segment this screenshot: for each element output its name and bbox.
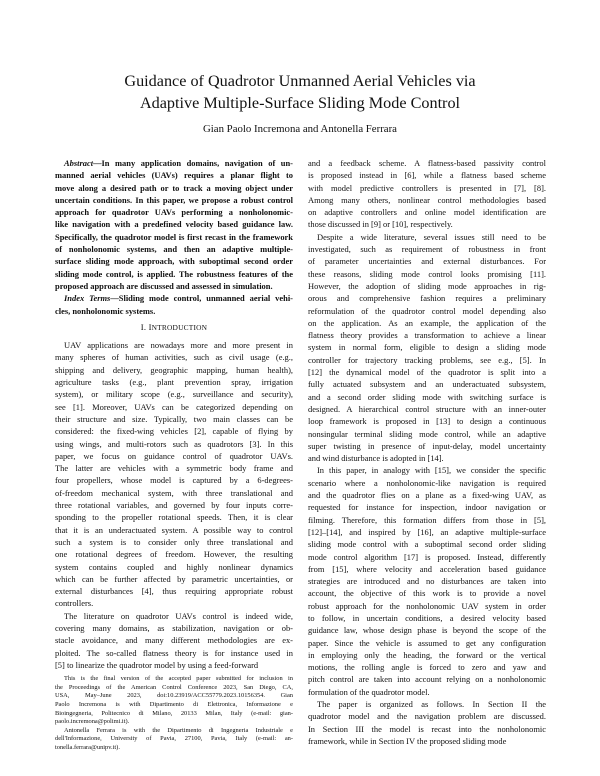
text-line: see [1]. Moreover, UAVs can be categorized depending on (55, 401, 293, 412)
text-line: that it is an underactuated system. A possible way to control (55, 524, 293, 535)
text-line: in employing only the heading, the forward or the vertical (308, 649, 546, 660)
footnote-paragraph-2 (55, 727, 293, 753)
text-line: stacle avoidance, and many different methodologies are ex- (55, 635, 293, 646)
text-line: which can be further affected by parametric uncertainties, or (55, 573, 293, 584)
text-line: system contains coupled and highly nonlinear dynamics (55, 561, 293, 572)
section-number: I. (140, 321, 147, 332)
footnote (55, 675, 293, 752)
text-line: account, the objective of this work is to provide a novel (308, 588, 546, 599)
text-line: their structure and size. Typically, two main classes can be (55, 413, 293, 424)
text-line: requested for instance for inspection, indoor navigation or (308, 502, 546, 513)
abstract-line: uncertain conditions. In this paper, we propose a robust control (55, 194, 293, 205)
footnote-paragraph-1 (55, 675, 293, 727)
footnote-line: This is the final version of the accepted paper submitted for inclusion in (64, 675, 293, 683)
text-line: controllers. (55, 598, 94, 609)
text-line: on adaptive controllers and online model identification are (308, 207, 546, 218)
text-line: The latter are vehicles with a symmetric body frame and (55, 463, 293, 474)
text-line: mode control algorithm [17] is proposed. Instead, differently (308, 551, 546, 562)
text-line: agriculture tasks (e.g., plant prevention spray, irrigation (55, 377, 293, 388)
text-line: paper. Since the vehicle is assumed to get any configuration (308, 637, 546, 648)
title-line: Adaptive Multiple-Surface Sliding Mode Control (139, 94, 461, 112)
text-line: external disturbances [4], thus requiring appropriate robust (55, 586, 293, 597)
text-line: [12] the dynamical model of the quadrotor is split into a (308, 367, 546, 378)
text-line: pitch control are taken into account relying on a nonholonomic (308, 674, 546, 685)
text-line: robust approach for the nonholonomic UAV system in order (308, 600, 546, 611)
intro-paragraph-2 (55, 610, 293, 671)
text-line: with model predictive controllers is presented in [7], [8]. (308, 182, 546, 193)
abstract-line: sliding mode control, is applied. The robustness features of the (55, 268, 293, 279)
text-line: quadrotor model and the navigation problem are discussed. (308, 711, 546, 722)
text-line: of parameter uncertainties and external disturbances. For (308, 256, 546, 267)
text-line: In this paper, in analogy with [15], we consider the specific (317, 465, 546, 476)
right-paragraph-3 (308, 464, 546, 698)
text-line: and wind disturbance is adopted in [14]. (308, 453, 444, 464)
text-line: system in normal form, eligible to design a sliding mode (308, 342, 546, 353)
text-line: shipping and delivery, geographic mapping, human health), (55, 364, 293, 375)
text-line: Despite a wide literature, several issues still need to be (317, 231, 546, 242)
text-line: these reasons, sliding mode control looks promising [11]. (308, 268, 546, 279)
footnote-line: Bioingegneria, Politecnico di Milano, 20133 Milan, Italy (e-mail: gian- (55, 709, 293, 717)
text-line: scenario where a nonholonomic-like navigation is required (308, 477, 546, 488)
text-line: many spheres of human activities, such as civil usage (e.g., (55, 352, 293, 363)
abstract-line: move along a desired path or to track a moving object under (55, 182, 293, 193)
footnote-line: tonella.ferrara@unipv.it). (55, 743, 120, 751)
text-line: loop framework is proposed in [13] to design a continuous (308, 416, 546, 427)
text-line: of-freedom mechanical system, with three translational and (55, 487, 293, 498)
abstract (55, 157, 293, 292)
right-paragraph-2 (308, 231, 546, 465)
text-line: investigated, such as requirement of robustness in front (308, 244, 546, 255)
text-line: considered: the fixed-wing vehicles [2], capable of flying by (55, 426, 293, 437)
text-line: formulation of the quadrotor model. (308, 686, 430, 697)
text-line: flatness theory provides a transformation to achieve a linear (308, 330, 546, 341)
section-heading (55, 321, 293, 334)
footnote-line: Paolo Incremona is with Dipartimento di Elettronica, Informazione e (55, 700, 293, 708)
text-line: reformulation of the quadrotor control model depending also (308, 305, 546, 316)
text-line: sliding mode control with a suboptimal second order sliding (308, 539, 546, 550)
text-line: ploited. The so-called flatness theory is for instance used in (55, 647, 293, 658)
text-line: controller for trajectory tracking problems, see e.g., [5]. In (308, 354, 546, 365)
right-paragraph-4 (308, 698, 546, 747)
section-title-rest: NTRODUCTION (151, 322, 208, 332)
text-line: orous and comprehensive fashion requires a preliminary (308, 293, 546, 304)
text-line: motions, the rolling angle is forced to zero and yaw and (308, 662, 546, 673)
abstract-label: Abstract (64, 158, 94, 168)
text-line: designed. A hierarchical control structure with an inner-outer (308, 403, 546, 414)
text-line: four propellers, whose model is captured by a 6-degrees- (55, 475, 293, 486)
title-line: Guidance of Quadrotor Unmanned Aerial Vehicles via (124, 72, 476, 90)
text-line: those discussed in [9] or [10], respectively. (308, 219, 453, 230)
text-line: and a feedback scheme. A flatness-based passivity control (308, 158, 546, 168)
paper-title (60, 70, 540, 114)
text-line: and a second order sliding mode with switching surface is (308, 391, 546, 402)
text-line: one rotational degrees of freedom. However, the resulting (55, 549, 293, 560)
abstract-line: approach for quadrotor UAVs performing a nonholonomic- (55, 207, 293, 218)
text-line: sponding to the propeller rotational speeds. Then, it is clear (55, 512, 293, 523)
abstract-line (55, 157, 293, 169)
text-line: UAV applications are nowadays more and more present in (64, 340, 293, 351)
abstract-text: —In many application domains, navigation of un- (93, 158, 293, 168)
index-terms-line: cles, nonholonomic systems. (55, 305, 156, 316)
abstract-line: of nonholonomic systems, and then an adaptive multiple- (55, 244, 293, 255)
text-line: and the quadrotor flies on a plane as a fixed-wing UAV, as (308, 490, 546, 501)
index-terms-text: —Sliding mode control, unmanned aerial vehi- (110, 293, 293, 304)
text-line: In Section III the model is recast into the nonholonomic (308, 723, 546, 734)
footnote-line: dell'Informazione, University of Pavia, 27100, Pavia, Italy (e-mail: an- (55, 735, 293, 743)
text-line: paper, we focus on guidance control of quadrotor UAVs. (55, 450, 293, 461)
text-line: strategies are introduced and no disturbances are taken into (308, 576, 546, 587)
intro-paragraph-1 (55, 339, 293, 610)
section-title-first: I (148, 321, 152, 332)
footnote-line: Antonella Ferrara is with the Dipartimento di Ingegneria Industriale e (64, 726, 293, 734)
footnote-line: the Proceedings of the American Control Conference 2023, San Diego, CA, (55, 683, 293, 691)
abstract-line: surface sliding mode approach, with suboptimal second order (55, 256, 293, 267)
text-line: The paper is organized as follows. In Section II the (317, 699, 546, 710)
abstract-line: manned aerial vehicles (UAVs) requires a planar flight to (55, 170, 293, 181)
text-line: However, the adoption of sliding mode approaches in rig- (308, 280, 546, 291)
text-line: such a system is to consider only three translational and (55, 536, 293, 547)
text-line: guidance law, whose design phase is beyond the scope of the (308, 625, 546, 636)
text-line: system), or military scope (e.g., surveillance and security), (55, 389, 293, 400)
left-column (55, 157, 293, 753)
text-line: nonsingular terminal sliding mode control, while an adaptive (308, 428, 546, 439)
right-column (308, 157, 546, 747)
text-line: using wings, and multi-rotors such as quadrotors [3]. In this (55, 438, 293, 449)
text-line: framework, while in Section IV the proposed sliding mode (308, 735, 507, 746)
authors: Gian Paolo Incremona and Antonella Ferrara (203, 123, 397, 135)
text-line: on the application. As an example, the application of the (308, 317, 546, 328)
footnote-line: paolo.incremona@polimi.it). (55, 718, 130, 726)
right-paragraph-1 (308, 157, 546, 231)
text-line: The literature on quadrotor UAVs control is indeed wide, (64, 610, 293, 621)
text-line: fully actuated subsystem and an underactuated subsystem, (308, 379, 546, 390)
text-line: is proposed instead in [6], while a flatness based scheme (308, 170, 546, 181)
text-line: [12]–[14], and inspired by [16], an adaptive multiple-surface (308, 526, 546, 537)
text-line: three rotational variables, and governed by four inputs corre- (55, 500, 293, 511)
text-line: super twisting in presence of input-delay, model uncertainty (308, 440, 546, 451)
text-line: [5] to linearize the quadrotor model by using a feed-forward (55, 659, 259, 670)
abstract-line: Specifically, the quadrotor model is first recast in the framework (55, 231, 293, 242)
index-terms (55, 292, 293, 317)
abstract-line: like navigation with a predefined velocity based guidance law. (55, 219, 293, 230)
index-terms-label: Index Terms (64, 293, 111, 304)
abstract-line: proposed approach are discussed and assessed in simulation. (55, 280, 273, 291)
index-terms-line (55, 292, 293, 304)
text-line: filming. Therefore, this formation differs from those in [5], (308, 514, 546, 525)
text-line: from [15], where velocity and acceleration based guidance (308, 563, 546, 574)
text-line: Among many others, nonlinear control methodologies based (308, 194, 546, 205)
text-line: to follow, in uncertain conditions, a desired velocity based (308, 612, 546, 623)
text-line: covering many domains, as stabilization, navigation or ob- (55, 622, 293, 633)
footnote-line: USA, May–June 2023, doi:10.23919/ACC55779.2023.10156354. Gian (55, 692, 293, 700)
